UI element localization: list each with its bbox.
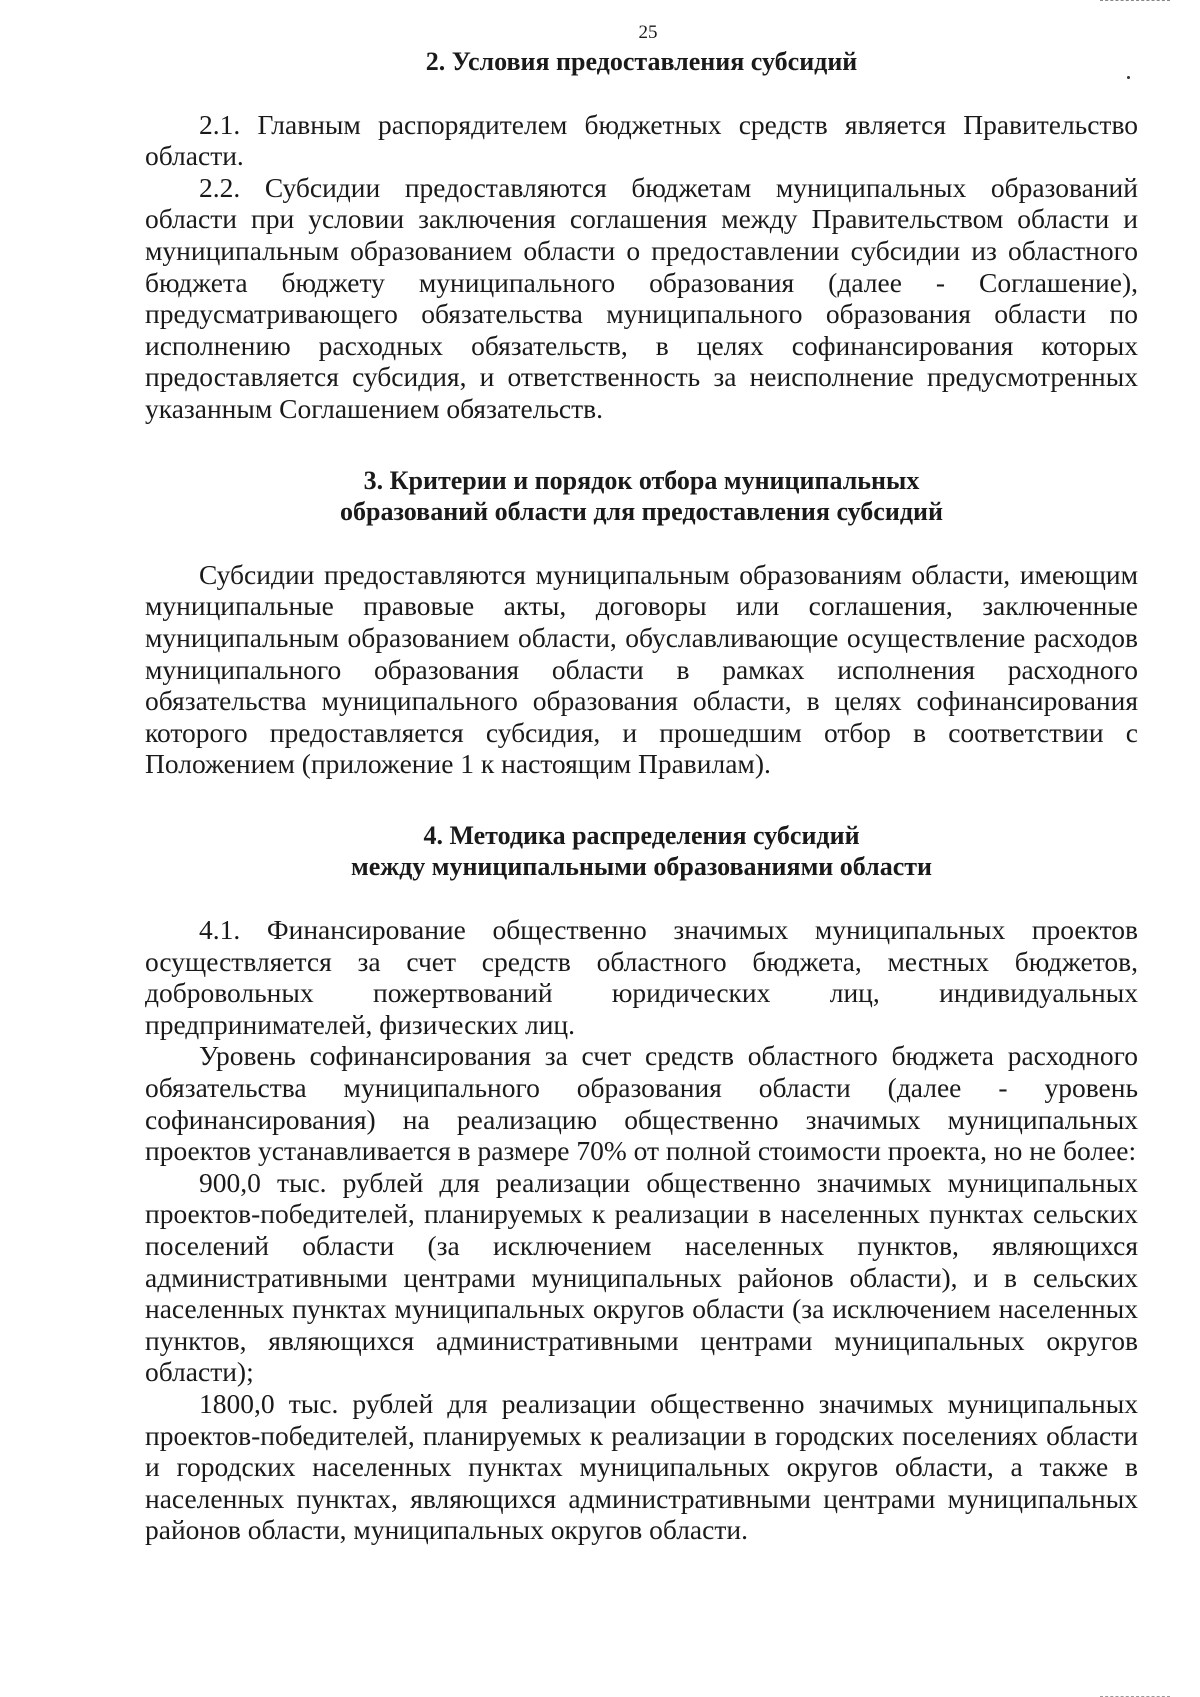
paragraph: 2.2. Субсидии предоставляются бюджетам муниципальных образований области при условии заключения соглашения между Правительством области и муниципальным образованием области о предоставлении субсидии из областного бюджета бюджету муниципального образования (далее - Соглашение), предусматривающего обязательства муниципального образования области по исполнению расходных обязательств, в целях софинансирования которых предоставляется субсидия, и ответственность за неисполнение предусмотренных указанным Соглашением обязательств. [145, 171, 1138, 424]
paragraph: Уровень софинансирования за счет средств областного бюджета расходного обязательства муниципального образования области (далее - уровень софинансирования) на реализацию общественно значимых муниципальных проектов устанавливается в размере 70% от полной стоимости проекта, но не более: [145, 1040, 1138, 1167]
section-4 [145, 820, 1138, 1546]
paragraph: 2.1. Главным распорядителем бюджетных средств является Правительство области. [145, 108, 1138, 172]
section-title: 3. Критерии и порядок отбора муниципальных образований области для предоставления субсидий [340, 465, 943, 527]
scan-edge-mark [1100, 1690, 1170, 1697]
document-body [145, 46, 1138, 1546]
section-2 [145, 46, 1138, 425]
paragraph: Субсидии предоставляются муниципальным образованиям области, имеющим муниципальные правовые акты, договоры или соглашения, заключенные муниципальным образованием области, обуславливающие осуществление расходов муниципального образования области в рамках исполнения расходного обязательства муниципального образования области, в целях софинансирования которого предоставляется субсидия, и прошедшим отбор в соответствии с Положением (приложение 1 к настоящим Правилам). [145, 558, 1138, 780]
section-title: 2. Условия предоставления субсидий [425, 47, 858, 76]
page-number: 25 [638, 22, 658, 43]
section-3 [145, 465, 1138, 780]
paragraph: 1800,0 тыс. рублей для реализации общественно значимых муниципальных проектов-победителей, планируемых к реализации в городских поселениях области и городских населенных пунктах муниципальных округов области, а также в населенных пунктах, являющихся административными центрами муниципальных районов области, муниципальных округов области. [145, 1387, 1138, 1546]
paragraph: 4.1. Финансирование общественно значимых муниципальных проектов осуществляется за счет средств областного бюджета, местных бюджетов, добровольных пожертвований юридических лиц, индивидуальных предпринимателей, физических лиц. [145, 914, 1138, 1040]
paragraph: 900,0 тыс. рублей для реализации общественно значимых муниципальных проектов-победителей, планируемых к реализации в населенных пунктах сельских поселений области (за исключением населенных пунктов, являющихся административными центрами муниципальных районов области), и в сельских населенных пунктах муниципальных округов области (за исключением населенных пунктов, являющихся административными центрами муниципальных округов области); [145, 1166, 1138, 1388]
scan-edge-mark [1100, 0, 1170, 5]
section-title: 4. Методика распределения субсидий между муниципальными образованиями области [350, 820, 932, 882]
